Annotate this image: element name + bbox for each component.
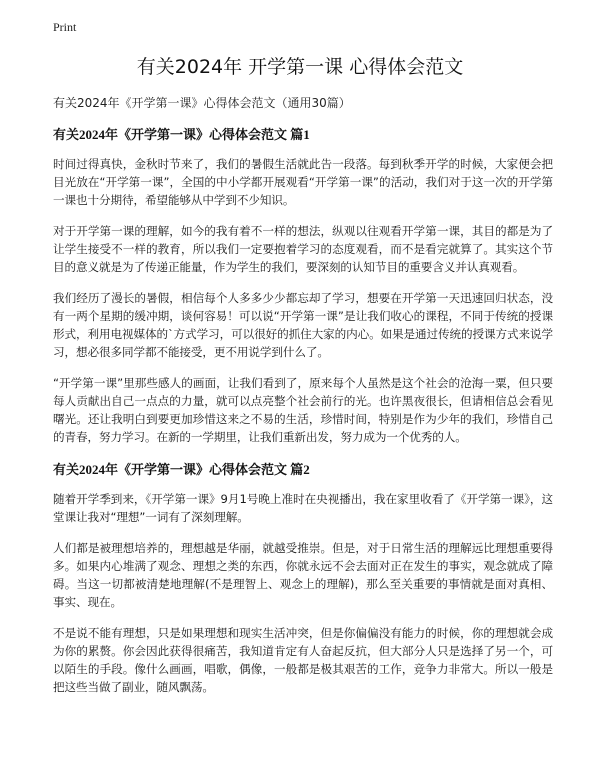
page-title: 有关2024年 开学第一课 心得体会范文: [136, 56, 464, 78]
paragraph: 随着开学季到来，《开学第一课》9月1号晚上准时在央视播出，我在家里收看了《开学第一课》，这堂课让我对“理想”一词有了深刻理解。: [53, 492, 553, 524]
section-heading-1: 有关2024年《开学第一课》心得体会范文 篇1: [53, 127, 310, 142]
paragraph: 时间过得真快，金秋时节来了，我们的暑假生活就此告一段落。每到秋季开学的时候，大家便会把目光放在“开学第一课”，全国的中小学都开展观看“开学第一课”的活动，我们对于这一次的开学第一课也十分期待，希望能够从中学到不少知识。: [53, 157, 553, 207]
paragraph: “开学第一课”里那些感人的画面，让我们看到了，原来每个人虽然是这个社会的沧海一粟，但只要每人贡献出自己一点点的力量，就可以点亮整个社会前行的光。也许黑夜很长，但请相信总会看见曙光。还让我明白到要更加珍惜这来之不易的生活，珍惜时间，特别是作为少年的我们，珍惜自己的青春，努力学习。在新的一学期里，让我们重新出发，努力成为一个优秀的人。: [53, 376, 553, 444]
document-subtitle: 有关2024年《开学第一课》心得体会范文（通用30篇）: [53, 96, 351, 110]
document-body: [53, 124, 553, 709]
section-heading-2: 有关2024年《开学第一课》心得体会范文 篇2: [53, 462, 310, 477]
paragraph: 人们都是被理想培养的，理想越是华丽，就越受推崇。但是，对于日常生活的理解远比理想重要得多。如果内心堆满了观念、理想之类的东西，你就永远不会去面对正在发生的事实，观念就成了障碍。当这一切都被清楚地理解(不是理智上、观念上的理解)，那么至关重要的事情就是面对真相、事实、现在。: [53, 541, 553, 609]
paragraph: 对于开学第一课的理解，如今的我有着不一样的想法，纵观以往观看开学第一课，其目的都是为了让学生接受不一样的教育，所以我们一定要抱着学习的态度观看，而不是看完就算了。其实这个节目的意义就是为了传递正能量，作为学生的我们，要深刻的认知节目的重要含义并认真观看。: [53, 224, 553, 274]
paragraph: 我们经历了漫长的暑假，相信每个人多多少少都忘却了学习，想要在开学第一天迅速回归状态，没有一两个星期的缓冲期，谈何容易！可以说“开学第一课”是让我们收心的课程，不同于传统的授课形式，利用电视媒体的`方式学习，可以很好的抓住大家的内心。如果是通过传统的授课方式来说学习，想必很多同学都不能接受，更不用说学到什么了。: [53, 291, 553, 359]
paragraph: 不是说不能有理想，只是如果理想和现实生活冲突，但是你偏偏没有能力的时候，你的理想就会成为你的累赘。你会因此获得很痛苦，我知道肯定有人奋起反抗，但大部分人只是选择了另一个，可以陌生的手段。像什么画画，唱歌，偶像，一般都是极其艰苦的工作，竞争力非常大。所以一般是把这些当做了副业，随风飘荡。: [53, 626, 553, 694]
print-link[interactable]: Print: [53, 20, 77, 34]
